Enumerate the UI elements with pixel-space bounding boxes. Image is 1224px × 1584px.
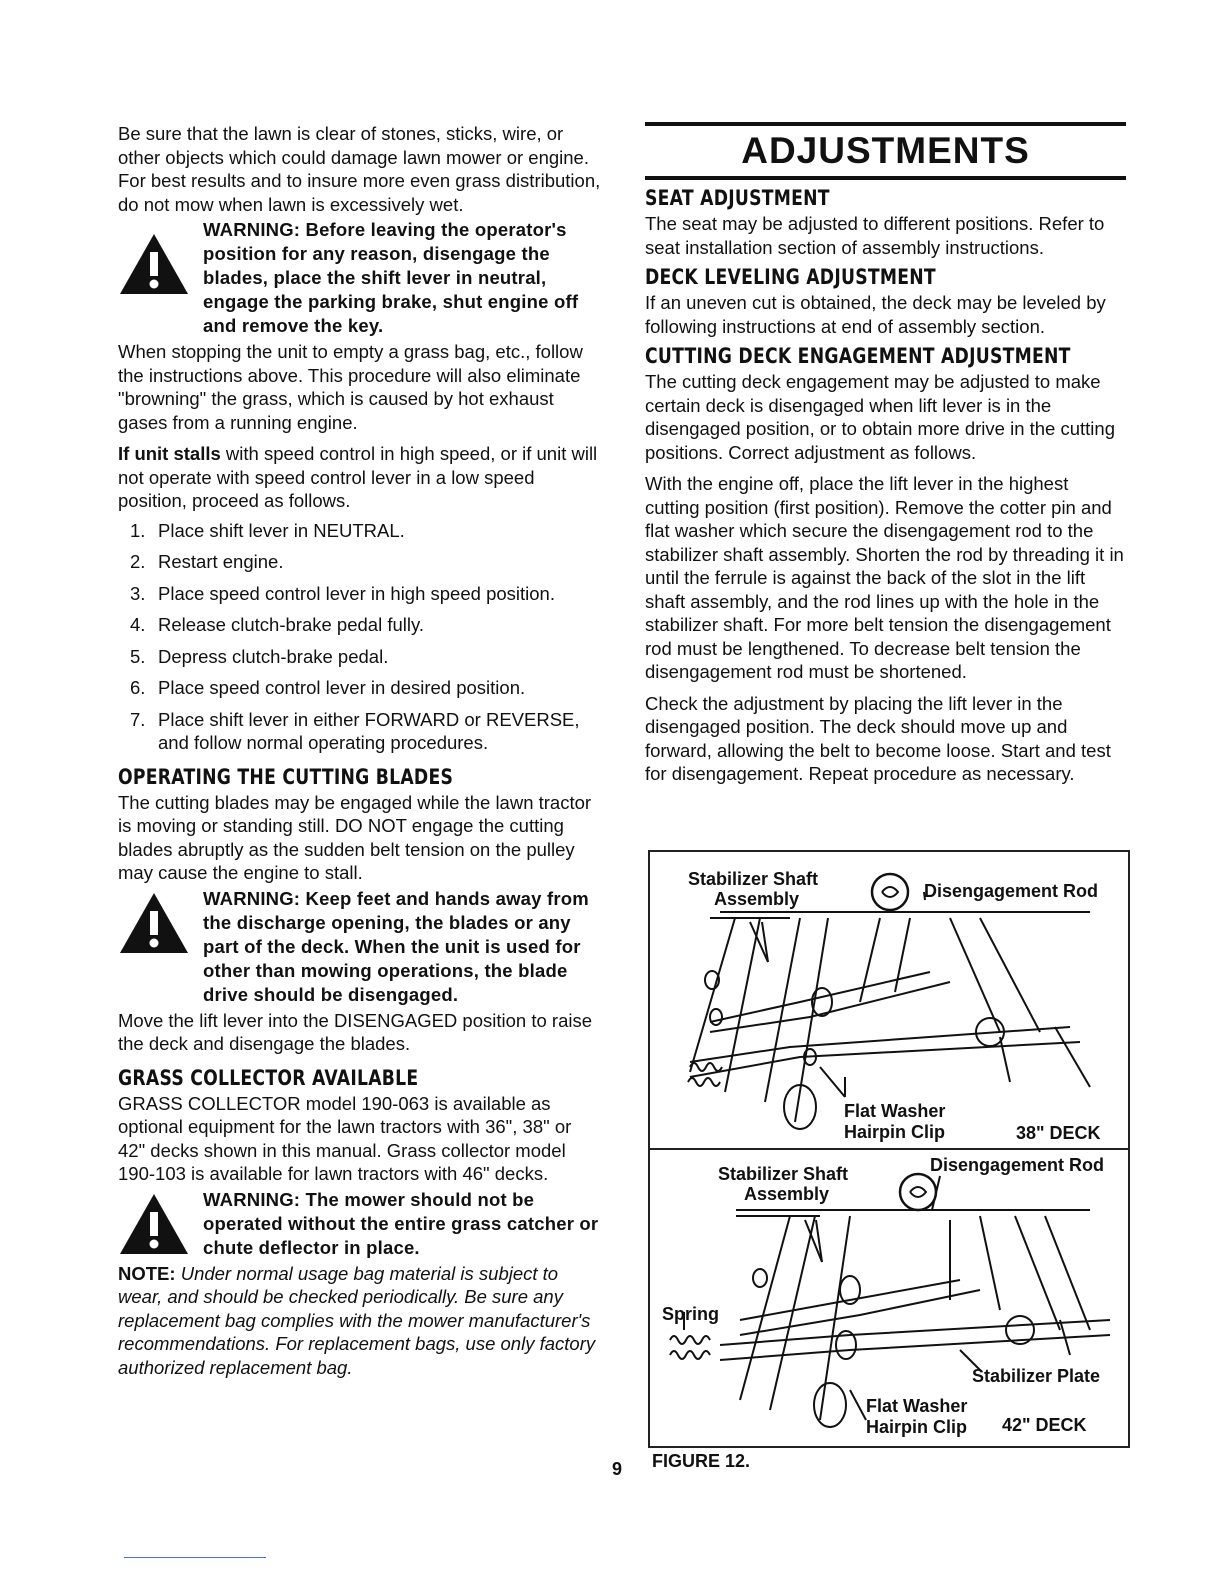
list-item: 5. Depress clutch-brake pedal.: [130, 645, 389, 667]
warning-triangle-icon: [118, 1192, 190, 1256]
figure-42-deck: [648, 1148, 1130, 1448]
stall-steps-list: [118, 519, 602, 755]
list-item: 6. Place speed control lever in desired position.: [130, 677, 526, 698]
operating-paragraph: The cutting blades may be engaged while the lawn tractor is moving or standing still. DO NOT engage the cutting blades abruptly as the sudden belt tension on the pulley may cause the engine to stall.: [118, 791, 592, 883]
warning-operator-position: [118, 218, 602, 338]
label-disengagement-rod: Disengagement Rod: [930, 1155, 1105, 1175]
list-item: 3. Place speed control lever in high speed position.: [130, 582, 555, 604]
label-deck-size: 38" DECK: [1016, 1123, 1101, 1143]
note-paragraph: [118, 1262, 602, 1380]
note-label: NOTE:: [118, 1262, 176, 1284]
heading-cutting-deck-engagement: CUTTING DECK ENGAGEMENT ADJUSTMENT: [645, 344, 1071, 368]
warning-grass-catcher: [118, 1188, 602, 1260]
right-column: [645, 122, 1126, 786]
seat-paragraph: The seat may be adjusted to different positions. Refer to seat installation section of assembly instructions.: [645, 213, 1105, 258]
label-stabilizer-shaft-assembly: Stabilizer Shaft Assembly: [688, 869, 819, 909]
label-hairpin-clip: Hairpin Clip: [866, 1417, 968, 1437]
page-number: 9: [612, 1459, 623, 1479]
label-flat-washer: Flat Washer: [844, 1101, 946, 1121]
title-rule-top: [645, 122, 1126, 126]
heading-deck-leveling: DECK LEVELING ADJUSTMENT: [645, 265, 936, 289]
grass-collector-paragraph: GRASS COLLECTOR model 190-063 is available as optional equipment for the lawn tractors with 36", 38" or 42" decks shown in this manual. Grass collector model 190-103 is available for lawn tractors with 46" decks.: [118, 1092, 572, 1184]
heading-operating-blades: OPERATING THE CUTTING BLADES: [118, 764, 454, 789]
left-column: [118, 122, 602, 1379]
warning-triangle-icon: [118, 891, 190, 955]
heading-seat-adjustment: SEAT ADJUSTMENT: [645, 186, 830, 210]
lift-lever-paragraph: Move the lift lever into the DISENGAGED position to raise the deck and disengage the blades.: [118, 1009, 593, 1054]
title-rule-bottom: [645, 176, 1126, 180]
warning-triangle-icon: [118, 232, 190, 296]
label-deck-size: 42" DECK: [1002, 1415, 1087, 1435]
list-item: 4. Release clutch-brake pedal fully.: [130, 614, 424, 635]
page-title: ADJUSTMENTS: [741, 130, 1030, 171]
cutting-paragraph-1: The cutting deck engagement may be adjusted to make certain deck is disengaged when lift lever is in the disengaged position, or to obtain more drive in the cutting positions. Correct adjustment as follows.: [645, 371, 1115, 463]
label-flat-washer: Flat Washer: [866, 1396, 968, 1416]
list-item: 1. Place shift lever in NEUTRAL.: [130, 519, 405, 541]
cutting-paragraph-2: With the engine off, place the lift lever in the highest cutting position (first position). Remove the cotter pin and flat washer which secure the disengagement rod to the stabilizer shaft assembly. Shorten the rod by threading it in until the ferrule is against the back of the slot in the lift shaft assembly, and the rod lines up with the hole in the stabilizer shaft. For more belt tension the disengagement rod must be lengthened. To decrease belt tension the disengagement rod must be shortened.: [645, 473, 1124, 682]
intro-paragraph: Be sure that the lawn is clear of stones, sticks, wire, or other objects which could damage lawn mower or engine. For best results and to insure more even grass distribution, do not mow when lawn is excessively wet.: [118, 123, 601, 215]
label-hairpin-clip: Hairpin Clip: [844, 1122, 946, 1142]
stall-paragraph: [118, 442, 602, 513]
stopping-paragraph: When stopping the unit to empty a grass bag, etc., follow the instructions above. This procedure will also eliminate "browning" the grass, which is caused by hot exhaust gases from a running engine.: [118, 341, 583, 433]
label-stabilizer-plate: Stabilizer Plate: [972, 1366, 1101, 1386]
note-text: Under normal usage bag material is subject to wear, and should be checked periodically. Be sure any replacement bag complies with the mower manufacturer's recommendations. For replacement bags, use only factory authorized replacement bag.: [118, 1262, 596, 1378]
figure-38-deck: [648, 850, 1130, 1150]
footer-divider: [124, 1557, 266, 1558]
deck-leveling-paragraph: If an uneven cut is obtained, the deck may be leveled by following instructions at end of assembly section.: [645, 292, 1106, 337]
list-item: 2. Restart engine.: [130, 551, 284, 572]
warning-text: WARNING: Before leaving the operator's position for any reason, disengage the blades, place the shift lever in neutral, engage the parking brake, shut engine off and remove the key.: [203, 219, 579, 336]
label-spring: Spring: [662, 1304, 719, 1324]
stall-text: with speed control in high speed, or if unit will not operate with speed control lever in a low speed position, proceed as follows.: [118, 443, 598, 511]
heading-grass-collector: GRASS COLLECTOR AVAILABLE: [118, 1065, 419, 1090]
cutting-paragraph-3: Check the adjustment by placing the lift lever in the disengaged position. The deck should move up and forward, allowing the belt to become loose. Start and test for disengagement. Repeat procedure as necessary.: [645, 692, 1111, 784]
list-item: 7. Place shift lever in either FORWARD or REVERSE, and follow normal operating procedures.: [130, 708, 580, 753]
label-disengagement-rod: Disengagement Rod: [924, 881, 1099, 901]
label-stabilizer-shaft-assembly: Stabilizer Shaft Assembly: [718, 1164, 849, 1204]
warning-text: WARNING: The mower should not be operated without the entire grass catcher or chute deflector in place.: [203, 1188, 599, 1258]
stall-bold-lead: If unit stalls: [118, 443, 221, 464]
warning-discharge: [118, 887, 602, 1007]
figure-caption: FIGURE 12.: [652, 1451, 751, 1471]
warning-text: WARNING: Keep feet and hands away from the discharge opening, the blades or any part of the deck. When the unit is used for other than mowing operations, the blade drive should be disengaged.: [203, 887, 589, 1005]
